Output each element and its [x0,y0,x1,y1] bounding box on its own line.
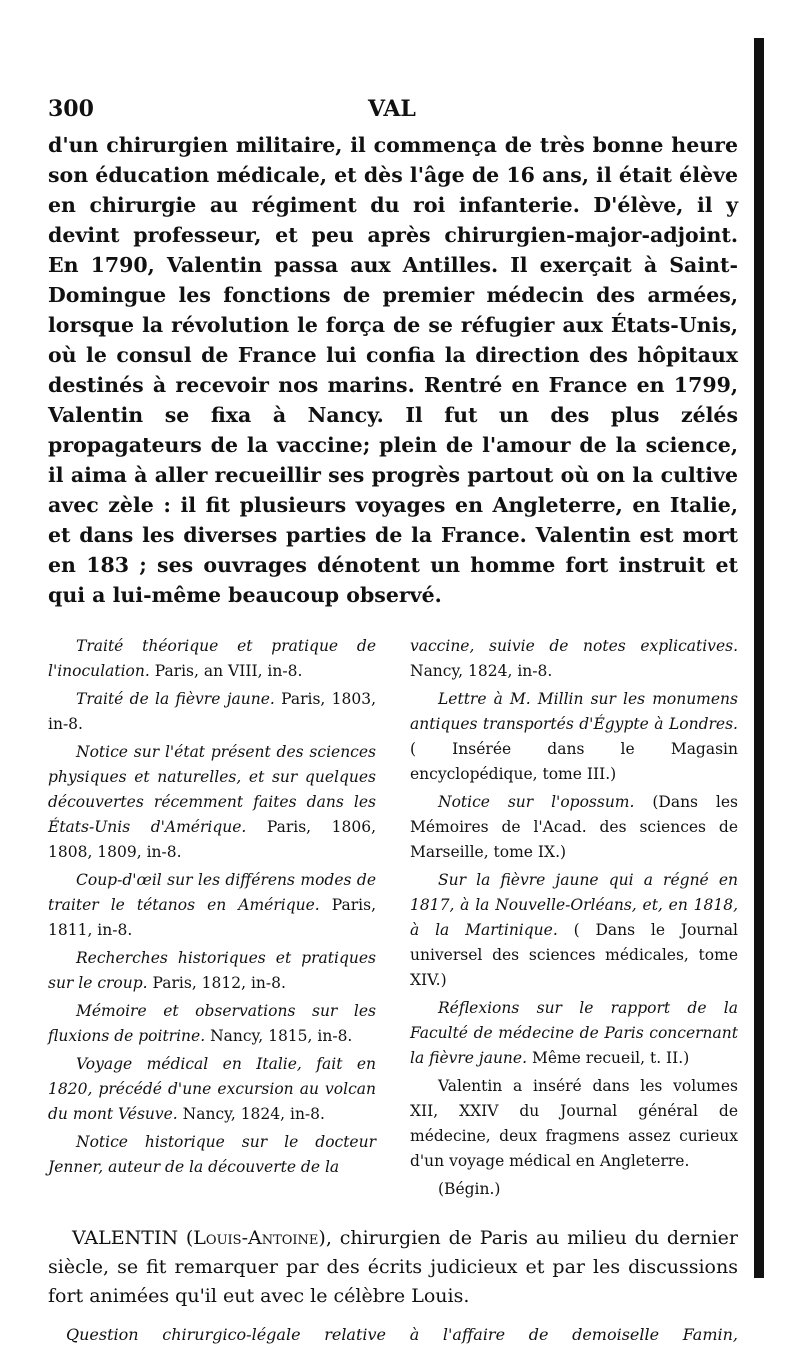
entry-details: Paris, 1803, in-8. [48,690,377,733]
entry-details: Valentin a inséré dans les volumes XII, XXIV du Journal général de médecine, deux fragmens assez curieux d'un voyage médical en Angleterre. [410,1077,738,1170]
entry-title: Voyage médical en Italie, fait en 1820, précédé d'une excursion au volcan du mont Vésuve. [48,1055,376,1123]
entry-text: , chirurgien de Paris au milieu du dernier siècle, se fit remarquer par des écrits judicieux et par les discussions fort animées qu'il eut avec le célèbre Louis. [48,1227,738,1307]
entry-title: Notice historique sur le docteur Jenner, auteur de la découverte de la [48,1133,376,1176]
page-number: 300 [48,96,94,122]
bibliography-entry [48,634,376,684]
entry-details: Nancy, 1815, in-8. [205,1027,353,1045]
bibliography-entry [410,1074,738,1174]
running-title: VAL [368,96,416,122]
bibliography-entry [410,634,738,684]
main-paragraph-text: d'un chirurgien militaire, il commença de très bonne heure son éducation médicale, et dès l'âge de 16 ans, il était élève en chirurgie au régiment du roi infanterie. D'élève, il y devint professeur, et peu après chirurgien-major-adjoint. En 1790, Valentin passa aux Antilles. Il exerçait à Saint-Domingue les fonctions de premier médecin des armées, lorsque la révolution le força de se réfugier aux États-Unis, où le consul de France lui confia la direction des hôpitaux destinés à recevoir nos marins. Rentré en France en 1799, Valentin se fixa à Nancy. Il fut un des plus zélés propagateurs de la vaccine; plein de l'amour de la science, il aima à aller recueillir ses progrès partout où on la cultive avec zèle : il fit plusieurs voyages en Angleterre, en Italie, et dans les diverses parties de la France. Valentin est mort en 183 ; ses ouvrages dénotent un homme fort instruit et qui a lui-même beaucoup observé. [48,133,738,607]
entry-details: Paris, an VIII, in-8. [149,662,303,680]
bibliography-entry [48,946,376,996]
entry-details: (Dans les Mémoires de l'Acad. des sciences de Marseille, tome IX.) [410,793,738,861]
entry-title: Sur la fièvre jaune qui a régné en 1817, à la Nouvelle-Orléans, et, en 1818, à la Martinique. [410,871,738,939]
bibliography-entry [410,868,738,993]
entry-details: Paris, 1812, in-8. [147,974,286,992]
entry-title: Recherches historiques et pratiques sur le croup. [48,949,376,992]
entry-details: Nancy, 1824, in-8. [177,1105,325,1123]
scan-edge-bar [754,38,764,1278]
entry-details: Même recueil, t. II.) [527,1049,690,1067]
page [48,96,738,1344]
bibliography-entry [48,687,376,737]
valentin-entry [48,1224,738,1311]
entry-title: Coup-d'œil sur les différens modes de traiter le tétanos en Amérique. [48,871,376,914]
bibliography-columns [48,634,738,1202]
bibliography-entry [48,740,376,865]
entry-title: Notice sur l'opossum. [438,793,635,811]
bibliography-right-entries [410,634,738,1174]
entry-details: ( Insérée dans le Magasin encyclopédique, tome III.) [410,740,738,783]
page-header [48,96,738,122]
entry-title: Traité de la fièvre jaune. [76,690,275,708]
main-paragraph [48,130,738,610]
bibliography-entry [48,1130,376,1180]
author-signature: (Bégin.) [438,1180,501,1198]
entry-name: VALENTIN [72,1227,179,1249]
entry-title: Réflexions sur le rapport de la Faculté de médecine de Paris concernant la fièvre jaune. [410,999,738,1067]
continued-entry-line: Question chirurgico-légale relative à l'affaire de demoiselle Famin, [66,1325,738,1344]
entry-title: Traité théorique et pratique de l'inoculation. [48,637,376,680]
entry-details: Paris, 1806, 1808, 1809, in-8. [48,818,376,861]
bibliography-entry [48,868,376,943]
entry-forename: (Louis-Antoine) [185,1227,326,1249]
bibliography-left-column [48,634,376,1202]
entry-details: Nancy, 1824, in-8. [410,662,553,680]
entry-title: Notice sur l'état présent des sciences physiques et naturelles, et sur quelques découvertes récemment faites dans les États-Unis d'Amérique. [48,743,376,836]
bibliography-entry [410,996,738,1071]
entry-title: Lettre à M. Millin sur les monumens antiques transportés d'Égypte à Londres. [410,690,738,733]
entry-details: Paris, 1811, in-8. [48,896,376,939]
bibliography-entry [410,790,738,865]
bibliography-entry [410,687,738,787]
entry-title: Mémoire et observations sur les fluxions de poitrine. [48,1002,376,1045]
entry-details: ( Dans le Journal universel des sciences médicales, tome XIV.) [410,921,738,989]
bibliography-entry [48,1052,376,1127]
bibliography-right-column [410,634,738,1202]
bibliography-entry [48,999,376,1049]
entry-title: vaccine, suivie de notes explicatives. [410,637,738,655]
